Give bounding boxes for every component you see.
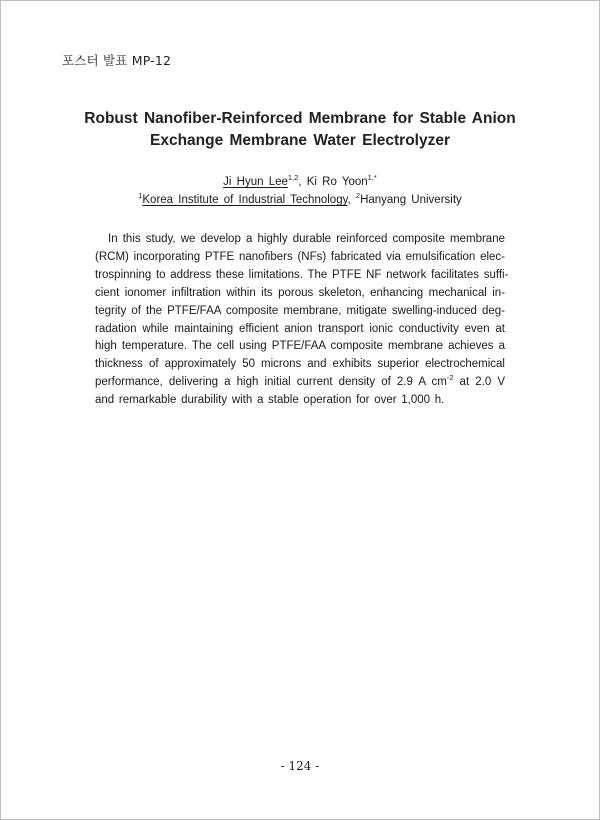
- page-number: - 124 -: [280, 759, 320, 773]
- abstract-body: [95, 231, 509, 410]
- abstract-line-9-end: at 2.0 V: [453, 376, 505, 389]
- affiliation-2-mark: 2: [355, 191, 361, 200]
- affiliation-1-mark: 1: [138, 191, 143, 200]
- affiliation-line: [60, 191, 540, 209]
- abstract-line: and remarkable durability with a stable operation for over 1,000 h.: [95, 394, 445, 407]
- title-line-2: Exchange Membrane Water Electrolyzer: [149, 132, 451, 149]
- author-2-affiliation-mark: 1,*: [367, 173, 377, 182]
- abstract-line: high temperature. The cell using PTFE/FAA composite membrane achieves a: [95, 340, 505, 353]
- paper-title: [60, 108, 540, 152]
- author-separator: ,: [298, 176, 307, 188]
- abstract-line: thickness of approximately 50 microns and exhibits superior electrochemical: [95, 358, 505, 371]
- abstract-line-with-unit: [95, 374, 505, 392]
- author-block: [60, 173, 540, 209]
- author-1-name: Ji Hyun Lee: [223, 176, 288, 188]
- abstract-line-9-start: performance, delivering a high initial current density of 2.9 A cm: [95, 376, 447, 389]
- abstract-line: (RCM) incorporating PTFE nanofibers (NFs) fabricated via emulsification elec-: [95, 250, 505, 263]
- author-2-name: Ki Ro Yoon: [306, 176, 368, 188]
- abstract-line: trospinning to address these limitations. The PTFE NF network facilitates suffi-: [95, 268, 509, 281]
- author-1-affiliation-mark: 1,2: [287, 173, 299, 182]
- affiliation-1-name: Korea Institute of Industrial Technology: [142, 194, 348, 206]
- abstract-line: tegrity of the PTFE/FAA composite membrane, mitigate swelling-induced deg-: [95, 304, 505, 317]
- session-label: 포스터 발표 MP-12: [62, 53, 172, 68]
- title-line-1: Robust Nanofiber-Reinforced Membrane for Stable Anion: [84, 110, 516, 127]
- affiliation-2-name: Hanyang University: [360, 194, 462, 206]
- abstract-line: In this study, we develop a highly durable reinforced composite membrane: [108, 233, 505, 245]
- abstract-line: cient ionomer infiltration within its porous skeleton, enhancing mechanical in-: [95, 286, 505, 299]
- abstract-line: radation while maintaining efficient anion transport ionic conductivity even at: [95, 322, 505, 335]
- unit-exponent: -2: [446, 373, 454, 383]
- author-line: [60, 173, 540, 191]
- affiliation-separator: ,: [347, 194, 356, 206]
